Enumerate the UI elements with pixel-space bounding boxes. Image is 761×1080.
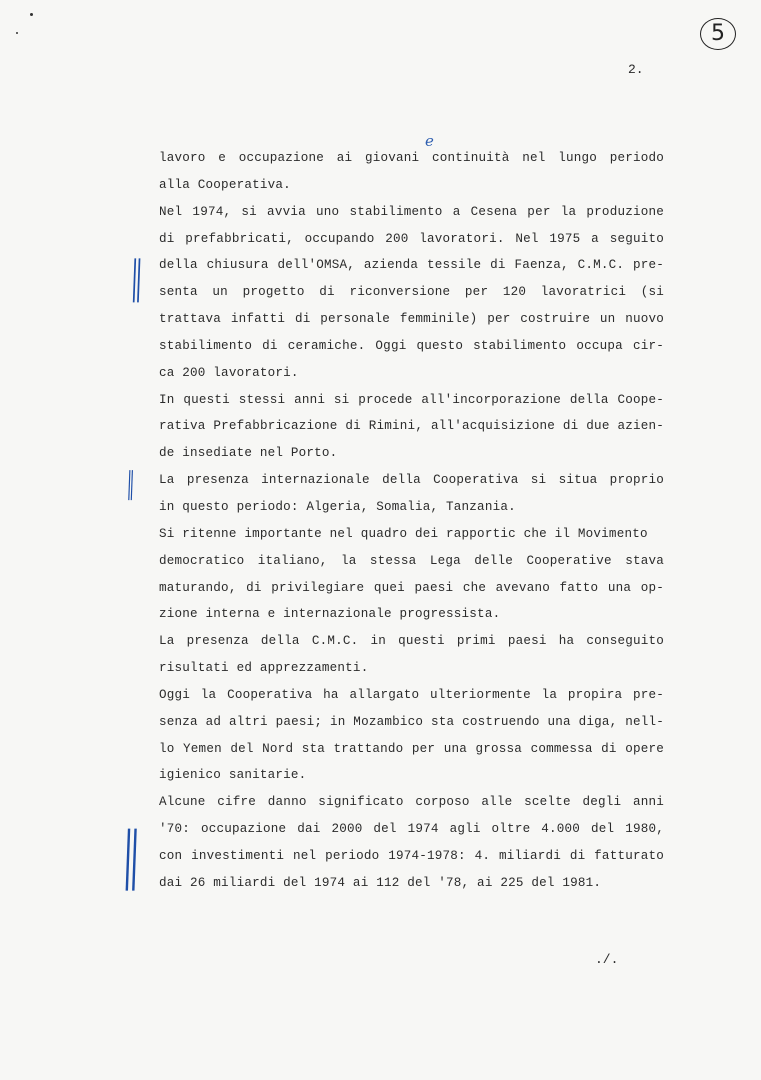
- margin-mark: ||: [122, 818, 139, 891]
- text-line: La presenza internazionale della Cooperativa si situa proprio: [159, 473, 664, 488]
- text-line: lavoro e occupazione ai giovani continuità nel lungo periodo: [159, 151, 664, 165]
- text-line: dai 26 miliardi del 1974 ai 112 del '78, ai 225 del 1981.: [159, 875, 602, 890]
- text-line: della chiusura dell'OMSA, azienda tessile di Faenza, C.M.C. pre-: [159, 258, 664, 273]
- text-line: senta un progetto di riconversione per 120 lavoratrici (si: [159, 285, 664, 300]
- text-line: In questi stessi anni si procede all'incorporazione della Coope-: [159, 392, 664, 407]
- line-wrap: [159, 132, 664, 172]
- text-line: rativa Prefabbricazione di Rimini, all'acquisizione di due azien-: [159, 419, 664, 434]
- text-line: Nel 1974, si avvia uno stabilimento a Cesena per la produzione: [159, 204, 664, 219]
- page-number: 2.: [628, 62, 644, 77]
- text-line: Oggi la Cooperativa ha allargato ulteriormente la propira pre-: [159, 687, 664, 702]
- text-line: di prefabbricati, occupando 200 lavoratori. Nel 1975 a seguito: [159, 231, 664, 246]
- text-line: ca 200 lavoratori.: [159, 365, 299, 380]
- text-line: alla Cooperativa.: [159, 177, 291, 192]
- continuation-mark: ./.: [595, 952, 619, 967]
- scan-speck: [30, 13, 33, 16]
- margin-mark: ||: [126, 466, 134, 501]
- body-text: [159, 132, 664, 897]
- text-line: stabilimento di ceramiche. Oggi questo stabilimento occupa cir-: [159, 338, 664, 353]
- text-line: Alcune cifre danno significato corposo alle scelte degli anni: [159, 795, 664, 810]
- text-line: risultati ed apprezzamenti.: [159, 661, 369, 676]
- scan-speck: [16, 32, 18, 34]
- text-line: in questo periodo: Algeria, Somalia, Tanzania.: [159, 499, 516, 514]
- text-line: La presenza della C.M.C. in questi primi paesi ha conseguito: [159, 634, 664, 649]
- text-line: Si ritenne importante nel quadro dei rapportic che il Movimento: [159, 526, 648, 541]
- handwritten-insert-mark: e: [425, 132, 435, 150]
- text-line: zione interna e internazionale progressista.: [159, 607, 501, 622]
- text-line: democratico italiano, la stessa Lega delle Cooperative stava: [159, 553, 664, 568]
- text-line: igienico sanitarie.: [159, 768, 307, 783]
- text-line: maturando, di privilegiare quei paesi che avevano fatto una op-: [159, 580, 664, 595]
- text-line: con investimenti nel periodo 1974-1978: 4. miliardi di fatturato: [159, 848, 664, 863]
- text-line: trattava infatti di personale femminile) per costruire un nuovo: [159, 312, 664, 327]
- circled-page-number: 5: [700, 18, 736, 50]
- text-line: de insediate nel Porto.: [159, 446, 338, 461]
- text-line: senza ad altri paesi; in Mozambico sta costruendo una diga, nell-: [159, 714, 664, 729]
- margin-mark: ||: [130, 252, 142, 303]
- text-line: lo Yemen del Nord sta trattando per una grossa commessa di opere: [159, 741, 664, 756]
- text-line: '70: occupazione dai 2000 del 1974 agli oltre 4.000 del 1980,: [159, 822, 664, 837]
